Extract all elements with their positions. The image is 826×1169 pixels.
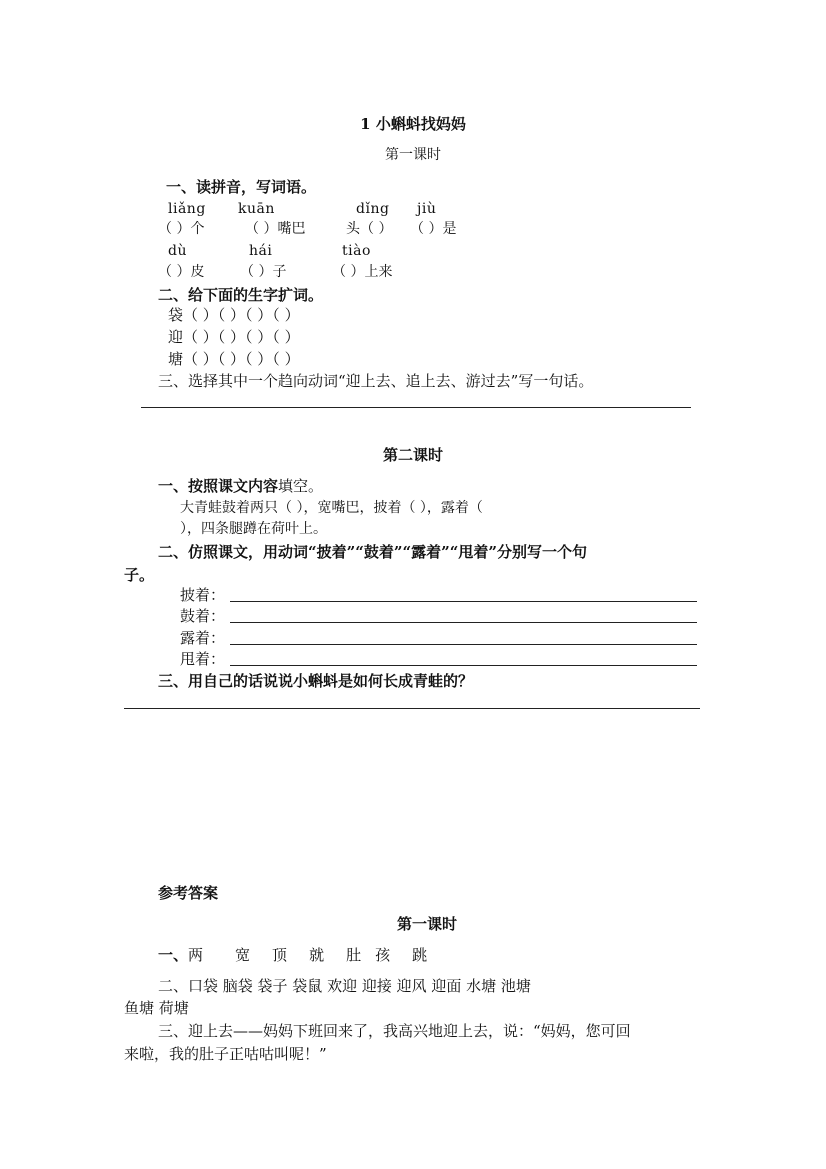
answer-3-line1: 三、迎上去——妈妈下班回来了，我高兴地迎上去，说：“妈妈，您可回 — [158, 1022, 631, 1040]
answer-1-word: 宽 — [235, 946, 251, 964]
answer-1 — [158, 945, 427, 965]
lesson1-heading: 第一课时 — [385, 147, 441, 163]
sentence-item-guzhe: 鼓着： — [180, 607, 226, 625]
answer-1-word: 跳 — [412, 946, 428, 964]
word-blank-4: （ ）是 — [410, 221, 457, 237]
lesson1-q1-title: 一、读拼音，写词语。 — [166, 178, 317, 196]
answer-1-label: 一、 — [158, 946, 189, 964]
word-blank-1: （ ）个 — [158, 221, 205, 237]
word-blank-2: （ ）嘴巴 — [245, 221, 306, 237]
lesson2-q1-line2: ），四条腿蹲在荷叶上。 — [180, 521, 327, 537]
word-blank-5: （ ）皮 — [158, 264, 205, 280]
sentence-item-luzhe: 露着： — [180, 629, 226, 647]
lesson1-q2-title: 二、给下面的生字扩词。 — [158, 286, 324, 304]
pinyin-ding: dǐng — [356, 201, 390, 217]
sentence-line-luzhe — [230, 644, 697, 645]
sentence-item-pizhe: 披着： — [180, 586, 226, 604]
lesson2-heading: 第二课时 — [382, 446, 443, 464]
word-blank-6: （ ）子 — [240, 264, 287, 280]
sentence-item-shuaizhe: 甩着： — [180, 650, 226, 668]
word-blank-3: 头（ ） — [346, 221, 393, 237]
pinyin-hai: hái — [249, 243, 273, 259]
sentence-line-guzhe — [230, 622, 697, 623]
lesson2-q1-title-rest: 填空。 — [278, 477, 324, 495]
lesson2-q1-title-bold: 一、按照课文内容 — [158, 477, 279, 495]
lesson2-q3-title: 三、用自己的话说说小蝌蚪是如何长成青蛙的？ — [158, 672, 474, 690]
lesson2-q2-title: 二、仿照课文，用动词“披着”“鼓着”“露着”“甩着”分别写一个句 — [158, 543, 588, 561]
sentence-line-pizhe — [230, 601, 697, 602]
answer-1-word: 顶 — [272, 946, 288, 964]
lesson2-q1-line1: 大青蛙鼓着两只（ ），宽嘴巴，披着（ ），露着（ — [180, 500, 483, 516]
answer-2-line2: 鱼塘 荷塘 — [124, 999, 189, 1017]
answer-1-word: 两 — [188, 946, 204, 964]
pinyin-kuan: kuān — [238, 201, 275, 217]
answer-2-line1: 二、口袋 脑袋 袋子 袋鼠 欢迎 迎接 迎风 迎面 水塘 池塘 — [158, 977, 531, 995]
answer-line-2 — [124, 708, 700, 709]
answer-3-line2: 来啦，我的肚子正咕咕叫呢！” — [124, 1045, 327, 1063]
expand-row-tang: 塘（ ）（ ）（ ）（ ） — [168, 350, 300, 368]
pinyin-liang: liǎng — [168, 201, 206, 217]
answers-lesson-heading: 第一课时 — [397, 915, 458, 933]
pinyin-du: dù — [168, 243, 187, 259]
lesson1-q3-title: 三、选择其中一个趋向动词“迎上去、追上去、游过去”写一句话。 — [158, 372, 594, 390]
answer-1-word: 孩 — [375, 946, 391, 964]
pinyin-tiao: tiào — [342, 243, 371, 259]
lesson2-q1-title — [158, 476, 323, 496]
word-blank-7: （ ）上来 — [332, 264, 393, 280]
sentence-line-shuaizhe — [230, 665, 697, 666]
expand-row-ying: 迎（ ）（ ）（ ）（ ） — [168, 328, 300, 346]
expand-row-dai: 袋（ ）（ ）（ ）（ ） — [168, 306, 300, 324]
lesson2-q2-title-cont: 子。 — [124, 566, 155, 584]
answer-1-word: 肚 — [346, 946, 362, 964]
answer-1-word: 就 — [309, 946, 325, 964]
page-title: 1 小蝌蚪找妈妈 — [360, 115, 466, 133]
answers-heading: 参考答案 — [158, 884, 219, 902]
answer-line — [141, 407, 691, 408]
pinyin-jiu: jiù — [417, 201, 437, 217]
